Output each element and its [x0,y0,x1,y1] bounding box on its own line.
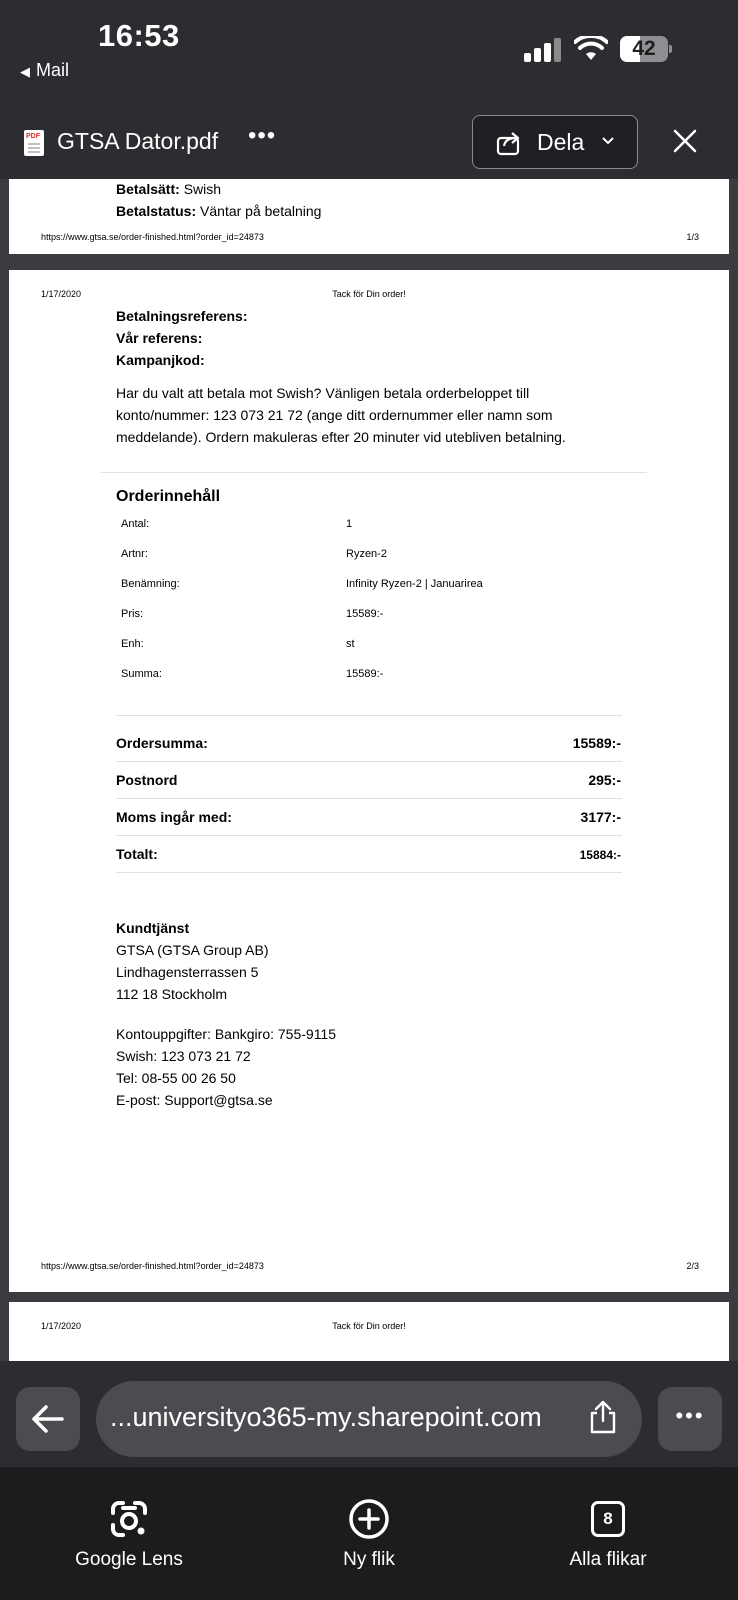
all-tabs-button[interactable] [508,1497,708,1571]
item-label: Benämning: [121,578,180,590]
swish-number: Swish: 123 073 21 72 [116,1048,251,1064]
account-info: Kontouppgifter: Bankgiro: 755-9115 [116,1026,337,1042]
clock: 16:53 [98,18,180,53]
pdf-more-button[interactable]: ••• [248,122,277,149]
phone-number: Tel: 08-55 00 26 50 [116,1070,236,1086]
divider [116,872,622,873]
page-footer-number: 2/3 [686,1261,699,1271]
swish-instructions: Har du valt att betala mot Swish? Vänligen betala orderbeloppet till konto/nummer: 123 073 21 72 (ange ditt ordernummer eller namn som meddelande). Ordern makuleras efter 20 minuter vid utebliven betalning. [116,385,566,445]
page-footer-url: https://www.gtsa.se/order-finished.html?order_id=24873 [41,1261,264,1271]
page-footer-url: https://www.gtsa.se/order-finished.html?order_id=24873 [41,232,264,242]
pdf-viewer[interactable] [0,179,738,1361]
street-address: Lindhagensterrassen 5 [116,964,259,980]
address-bar[interactable] [96,1381,642,1457]
google-lens-icon [107,1497,151,1541]
close-icon[interactable] [672,128,698,154]
browser-more-button[interactable] [658,1387,722,1451]
summary-value: 15589:- [572,735,621,751]
pdf-page-1 [9,179,729,254]
back-to-mail-link[interactable] [20,60,69,81]
summary-value: 15884:- [579,848,621,862]
campaign-code-label: Kampanjkod: [116,352,205,368]
divider [101,472,647,473]
pdf-page-3 [9,1302,729,1361]
divider [116,798,622,799]
share-label: Dela [537,129,585,155]
item-label: Antal: [121,518,150,530]
item-label: Artnr: [121,548,148,560]
summary-label: Ordersumma: [116,735,208,751]
city-address: 112 18 Stockholm [116,986,228,1002]
google-lens-label: Google Lens [75,1549,183,1570]
item-label: Summa: [121,668,162,680]
tab-count-icon: 8 [591,1501,625,1537]
item-value: Ryzen-2 [346,548,387,560]
order-content-heading: Orderinnehåll [116,488,221,505]
divider [116,715,622,716]
cellular-signal-icon [524,38,562,62]
battery-level: 42 [632,37,656,60]
page-header-date: 1/17/2020 [41,1321,82,1331]
summary-value: 295:- [588,772,621,788]
back-triangle-icon: ◀ [20,64,30,79]
pdf-page-2 [9,270,729,1292]
item-value: 15589:- [346,668,384,680]
support-email: E-post: Support@gtsa.se [116,1092,273,1108]
summary-label: Postnord [116,772,178,788]
more-dots-icon: ••• [675,1403,705,1428]
new-tab-button[interactable] [269,1497,469,1571]
chevron-down-icon [601,136,615,146]
battery-icon [620,36,672,62]
arrow-left-icon [16,1387,80,1451]
company-name: GTSA (GTSA Group AB) [116,942,269,958]
summary-label: Moms ingår med: [116,809,232,825]
item-value: 15589:- [346,608,384,620]
summary-label: Totalt: [116,846,158,862]
page-footer-number: 1/3 [686,232,699,242]
page-header-title: Tack för Din order! [332,289,406,299]
share-upload-icon[interactable] [588,1399,618,1435]
item-label: Pris: [121,608,143,620]
back-button[interactable] [16,1387,80,1451]
bottom-toolbar [0,1467,738,1600]
item-label: Enh: [121,638,144,650]
plus-circle-icon [347,1497,391,1541]
our-reference-label: Vår referens: [116,330,203,346]
payment-status-label: Betalstatus: [116,203,197,219]
google-lens-button[interactable] [29,1497,229,1571]
payment-status-value: Väntar på betalning [200,203,322,219]
status-bar [0,0,738,102]
payment-method-value: Swish [183,181,222,197]
payment-status-row [116,203,321,219]
back-app-label: Mail [36,60,70,80]
item-value: st [346,638,355,650]
pdf-header [0,102,738,179]
url-text: ...universityo365-my.sharepoint.com [110,1402,542,1432]
divider [116,761,622,762]
support-heading: Kundtjänst [116,920,190,936]
payment-reference-label: Betalningsreferens: [116,308,248,324]
pdf-title: GTSA Dator.pdf [57,128,219,154]
item-value: 1 [346,518,353,530]
new-tab-label: Ny flik [343,1549,395,1570]
browser-toolbar [0,1361,738,1467]
summary-value: 3177:- [580,809,621,825]
page-header-date: 1/17/2020 [41,289,82,299]
divider [116,835,622,836]
item-value: Infinity Ryzen-2 | Januarirea [346,578,483,590]
all-tabs-label: Alla flikar [569,1549,647,1570]
share-icon [495,129,523,157]
page-header-title: Tack för Din order! [332,1321,406,1331]
payment-method-row [116,181,221,197]
wifi-icon [574,36,608,62]
payment-method-label: Betalsätt: [116,181,180,197]
share-button[interactable] [472,115,638,169]
pdf-file-icon: PDF [24,130,44,156]
